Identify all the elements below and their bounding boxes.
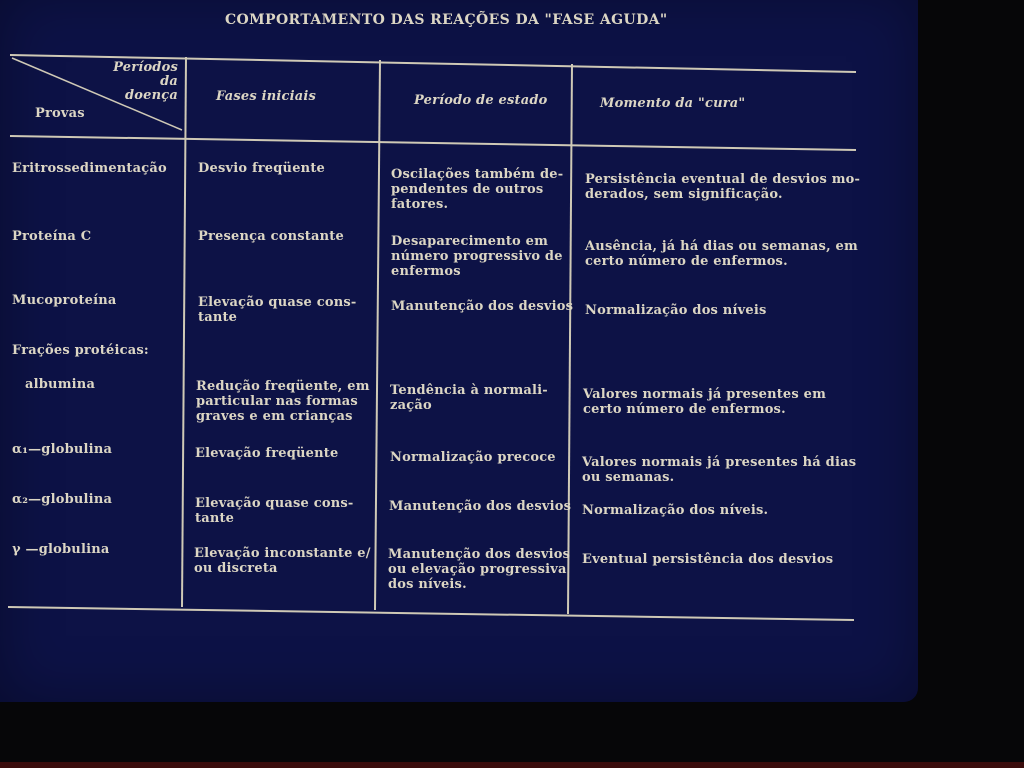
cell-fases: Presença constante <box>198 229 344 244</box>
cell-cura: Normalização dos níveis <box>585 303 767 318</box>
column-header-periodo-estado: Período de estado <box>414 93 548 108</box>
cell-estado: Manutenção dos desvios ou elevação progressiva dos níveis. <box>388 547 571 592</box>
cell-cura: Valores normais já presentes há dias ou semanas. <box>582 455 857 485</box>
cell-cura: Persistência eventual de desvios mo- derados, sem significação. <box>585 172 861 202</box>
row-label: γ —globulina <box>12 542 110 557</box>
cell-fases: Redução freqüente, em particular nas formas graves e em crianças <box>196 379 370 424</box>
row-label: Mucoproteína <box>12 293 117 308</box>
corner-header-periodos: Períodos da doença <box>113 60 178 103</box>
cell-cura: Ausência, já há dias ou semanas, em certo número de enfermos. <box>585 239 858 269</box>
column-header-momento-cura: Momento da "cura" <box>600 96 746 111</box>
row-label: α₁—globulina <box>12 442 113 457</box>
cell-estado: Manutenção dos desvios <box>391 299 574 314</box>
cell-cura: Normalização dos níveis. <box>582 503 769 518</box>
cell-fases: Elevação inconstante e/ ou discreta <box>194 546 371 576</box>
col-separator-3 <box>568 64 572 614</box>
row-label: Eritrossedimentação <box>12 161 167 176</box>
row-label: α₂—globulina <box>12 492 113 507</box>
column-header-fases-iniciais: Fases iniciais <box>216 89 317 104</box>
row-label-group: Frações protéicas: <box>12 343 149 358</box>
cell-fases: Elevação quase cons- tante <box>198 295 357 325</box>
bottom-rule <box>8 607 854 620</box>
cell-fases: Elevação freqüente <box>195 446 339 461</box>
row-label: albumina <box>25 377 96 392</box>
cell-estado: Manutenção dos desvios <box>389 499 572 514</box>
cell-cura: Valores normais já presentes em certo número de enfermos. <box>583 387 827 417</box>
cell-fases: Desvio freqüente <box>198 161 326 176</box>
corner-header-provas: Provas <box>35 106 85 121</box>
table-title: COMPORTAMENTO DAS REAÇÕES DA "FASE AGUDA" <box>225 12 668 28</box>
header-rule <box>10 136 856 150</box>
cell-estado: Tendência à normali- zação <box>390 383 548 413</box>
cell-estado: Oscilações também de- pendentes de outros fatores. <box>391 167 564 212</box>
cell-cura: Eventual persistência dos desvios <box>582 552 834 567</box>
cell-estado: Normalização precoce <box>390 450 556 465</box>
cell-fases: Elevação quase cons- tante <box>195 496 354 526</box>
cell-estado: Desaparecimento em número progressivo de enfermos <box>391 234 563 279</box>
row-label: Proteína C <box>12 229 92 244</box>
